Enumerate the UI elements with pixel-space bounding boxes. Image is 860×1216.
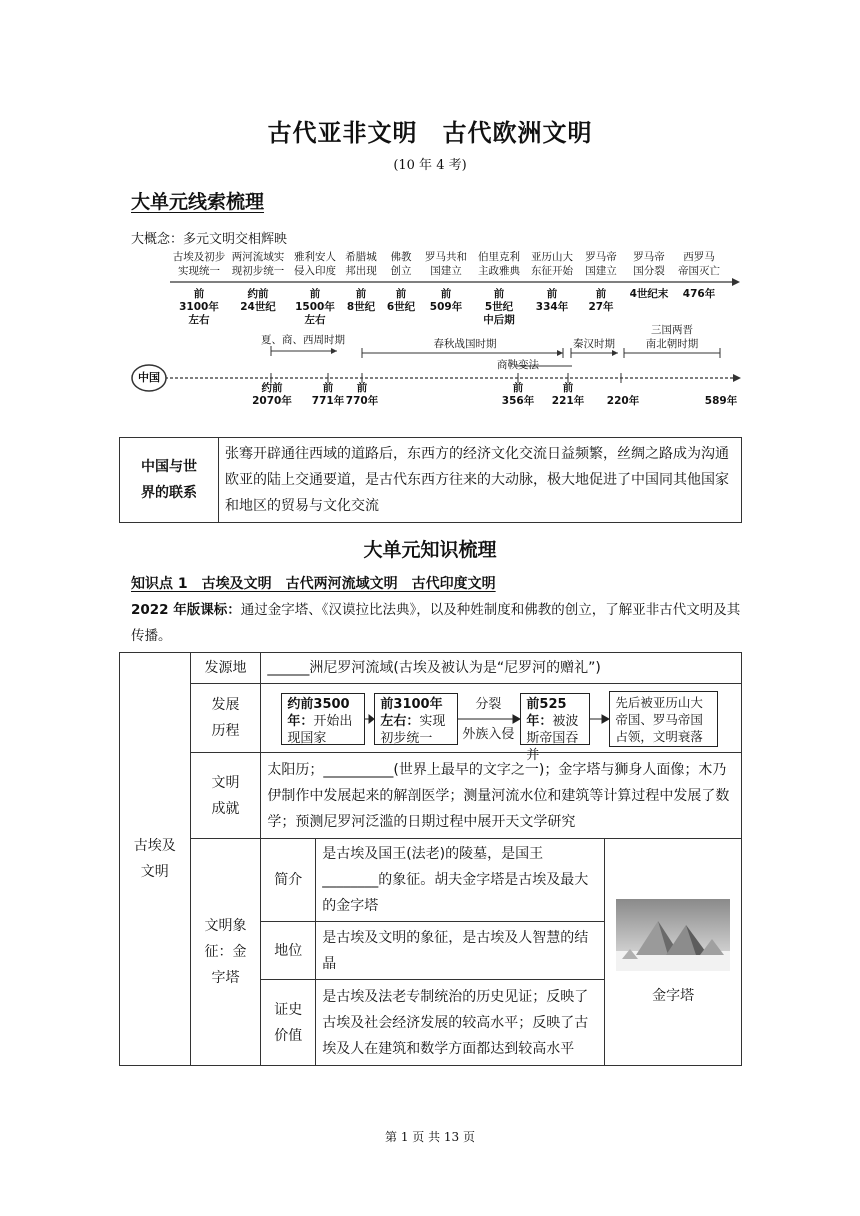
timeline-event: 西罗马 帝国灭亡 — [678, 251, 720, 277]
timeline-date: 约前 24世纪 — [240, 288, 276, 313]
value-label: 证史价值 — [261, 980, 316, 1066]
china-date: 前 221年 — [551, 382, 585, 407]
timeline-date: 476年 — [682, 288, 716, 300]
history-flow — [261, 684, 742, 763]
china-date: 前 356年 — [501, 382, 535, 407]
china-date: 前 771年 — [311, 382, 345, 407]
flow-arrows — [262, 685, 730, 751]
timeline-event: 古埃及初步 实现统一 — [172, 251, 226, 277]
status-text: 是古埃及文明的象征，是古埃及人智慧的结晶 — [316, 922, 605, 980]
section-heading-clues: 大单元线索梳理 — [131, 191, 265, 213]
timeline-event: 希腊城 邦出现 — [345, 251, 377, 277]
pyramid-image — [616, 899, 730, 971]
timeline-event: 罗马帝 国建立 — [585, 251, 617, 277]
link-table — [119, 437, 742, 523]
china-date: 589年 — [704, 395, 738, 407]
timeline-date: 前 6世纪 — [386, 288, 416, 313]
origin-label: 发源地 — [190, 653, 261, 684]
period-shang-yang: 商鞅变法 — [497, 359, 539, 371]
flow-step: 前3100年左右：实现初步统一 — [374, 693, 458, 745]
timeline-event: 两河流域实 现初步统一 — [231, 251, 285, 277]
page-title: 古代亚非文明 古代欧洲文明 — [267, 119, 593, 147]
image-caption: 金字塔 — [652, 988, 695, 1004]
timeline-event: 伯里克利 主政雅典 — [478, 251, 520, 277]
period-xia: 夏、商、西周时期 — [261, 334, 345, 346]
standard-text: 通过金字塔、《汉谟拉比法典》，以及种姓制度和佛教的创立，了解亚非古代文明及其传播。 — [131, 602, 741, 644]
flow-step: 约前3500年：开始出现国家 — [281, 693, 365, 745]
timeline-date: 前 334年 — [535, 288, 569, 313]
timeline-event: 雅利安人 侵入印度 — [294, 251, 336, 277]
standard-label: 2022 年版课标： — [131, 602, 241, 618]
china-date: 约前 2070年 — [252, 382, 292, 407]
origin-text: ______洲尼罗河流域(古埃及被认为是“尼罗河的赠礼”) — [261, 653, 742, 684]
timeline-event: 亚历山大 东征开始 — [531, 251, 573, 277]
timeline-event: 罗马共和 国建立 — [425, 251, 467, 277]
period-qinhan: 秦汉时期 — [573, 338, 615, 350]
history-label: 发展历程 — [190, 684, 261, 753]
world-timeline — [0, 0, 860, 420]
egypt-table — [119, 652, 742, 1066]
timeline-date: 前 8世纪 — [346, 288, 376, 313]
section-heading-knowledge: 大单元知识梳理 — [363, 539, 497, 561]
arrow-label-bottom: 外族入侵 — [462, 727, 515, 742]
knowledge-point-1: 知识点 1 古埃及文明 古代两河流域文明 古代印度文明 — [131, 576, 496, 592]
timeline-date: 前 27年 — [588, 288, 614, 313]
flow-step: 前525年：被波斯帝国吞并 — [520, 693, 590, 745]
period-chunqiu: 春秋战国时期 — [433, 338, 497, 350]
timeline-event: 罗马帝 国分裂 — [633, 251, 665, 277]
arrow-label-top: 分裂 — [475, 697, 502, 712]
china-label: 中国 — [138, 371, 160, 384]
big-concept: 大概念：多元文明交相辉映 — [131, 232, 288, 247]
value-text: 是古埃及法老专制统治的历史见证；反映了古埃及社会经济发展的较高水平；反映了古埃及人在建筑和数学方面都达到较高水平 — [316, 980, 605, 1066]
china-date: 前 770年 — [345, 382, 379, 407]
timeline-date: 前 509年 — [429, 288, 463, 313]
intro-label: 简介 — [261, 839, 316, 922]
curriculum-standard — [131, 597, 741, 649]
page-subtitle: (10 年 4 考) — [393, 158, 467, 173]
page-footer: 第 1 页 共 13 页 — [385, 1130, 475, 1144]
pyramid-image-cell — [605, 839, 742, 1066]
status-label: 地位 — [261, 922, 316, 980]
period-sanguo: 三国两晋 南北朝时期 — [645, 324, 699, 350]
intro-text: 是古埃及国王(法老)的陵墓，是国王________的象征。胡夫金字塔是古埃及最大的金字塔 — [316, 839, 605, 922]
flow-step: 先后被亚历山大帝国、罗马帝国占领，文明衰落 — [609, 691, 718, 747]
china-date: 220年 — [606, 395, 640, 407]
timeline-date: 4世纪末 — [629, 288, 669, 300]
achieve-label: 文明成就 — [190, 753, 261, 839]
civ-label: 古埃及文明 — [120, 653, 191, 1066]
symbol-label: 文明象征：金字塔 — [190, 839, 261, 1066]
timeline-date: 前 5世纪 中后期 — [483, 288, 515, 326]
timeline-ticks — [0, 0, 860, 420]
link-text: 张骞开辟通往西域的道路后，东西方的经济文化交流日益频繁，丝绸之路成为沟通欧亚的陆上交通要道，是古代东西方往来的大动脉，极大地促进了中国同其他国家和地区的贸易与文化交流 — [219, 438, 742, 523]
link-label: 中国与世界的联系 — [120, 438, 219, 523]
timeline-date: 前 1500年 左右 — [295, 288, 335, 326]
timeline-event: 佛教 创立 — [390, 251, 412, 277]
timeline-date: 前 3100年 左右 — [179, 288, 219, 326]
achieve-text: 太阳历；__________(世界上最早的文字之一)；金字塔与狮身人面像；木乃伊制作中发展起来的解剖医学；测量河流水位和建筑等计算过程中发展了数学；预测尼罗河泛滥的日期过程中展开天文学研究 — [261, 753, 742, 839]
